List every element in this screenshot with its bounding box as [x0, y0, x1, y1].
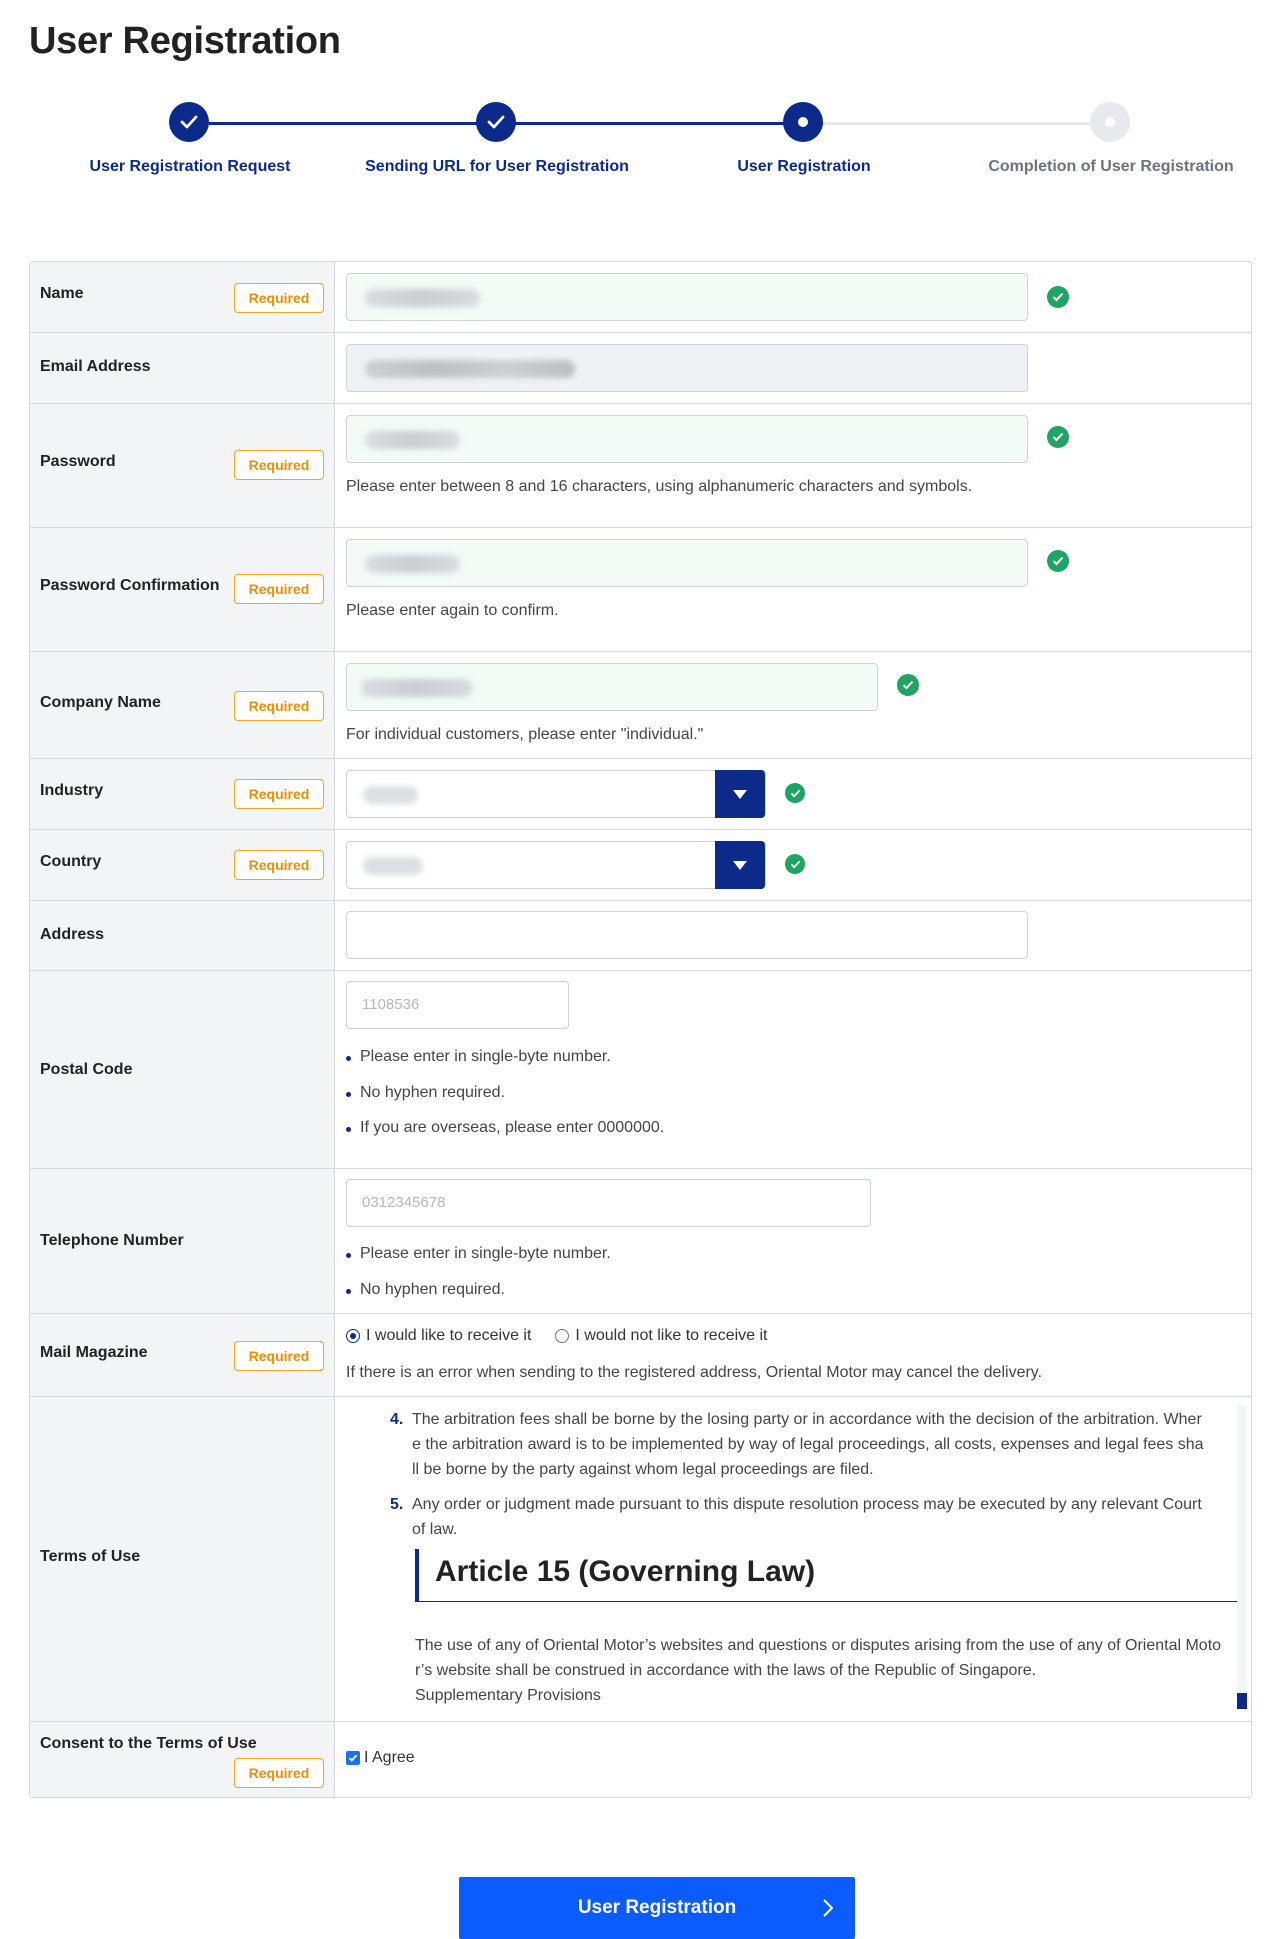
field-label: Email Address	[40, 358, 151, 375]
terms-line: e the arbitration award is to be implemented by way of legal proceedings, all costs, expenses and legal fees sha	[412, 1436, 1204, 1453]
submit-label: User Registration	[577, 1897, 737, 1918]
postal-note: Please enter in single-byte number.	[346, 1048, 611, 1066]
step-connector	[209, 122, 516, 125]
terms-line: of law.	[412, 1521, 458, 1538]
terms-line: The arbitration fees shall be borne by the losing party or in accordance with the decision of the arbitration. Wher	[412, 1411, 1202, 1428]
consent-label: I Agree	[364, 1749, 415, 1766]
field-label: Password Confirmation	[40, 577, 220, 594]
terms-line: Any order or judgment made pursuant to this dispute resolution process may be executed by any relevant Court	[412, 1496, 1202, 1513]
checkbox-checked-icon[interactable]	[346, 1751, 360, 1765]
terms-scrollbar[interactable]	[1237, 1405, 1247, 1705]
step-connector	[516, 122, 823, 125]
consent-checkbox[interactable]	[346, 1749, 415, 1767]
row-mail-magazine	[30, 1314, 1251, 1397]
field-label: Name	[40, 285, 84, 302]
row-address	[30, 901, 1251, 971]
password-confirm-hint: Please enter again to confirm.	[346, 602, 559, 619]
password-confirm-input[interactable]	[346, 539, 1028, 587]
mail-magazine-options	[346, 1327, 768, 1345]
email-input	[346, 344, 1028, 392]
required-badge: Required	[234, 283, 324, 313]
field-label: Telephone Number	[40, 1232, 184, 1249]
required-badge: Required	[234, 1341, 324, 1371]
address-input[interactable]	[346, 911, 1028, 959]
row-telephone	[30, 1169, 1251, 1314]
row-email	[30, 333, 1251, 404]
step-2-check-icon	[476, 102, 516, 142]
row-postal-code	[30, 971, 1251, 1169]
password-input[interactable]	[346, 415, 1028, 463]
valid-check-icon	[897, 674, 919, 696]
industry-select[interactable]	[346, 770, 766, 818]
name-input[interactable]	[346, 273, 1028, 321]
valid-check-icon	[785, 783, 805, 803]
step-connector	[823, 122, 1130, 125]
chevron-down-icon[interactable]	[715, 841, 765, 889]
terms-body	[415, 1633, 1245, 1708]
required-badge: Required	[234, 850, 324, 880]
terms-item-number: 4.	[390, 1411, 404, 1428]
step-3-current-icon	[783, 102, 823, 142]
field-label: Address	[40, 926, 105, 943]
required-badge: Required	[234, 779, 324, 809]
field-label: Terms of Use	[40, 1548, 141, 1565]
company-input[interactable]	[346, 663, 878, 711]
radio-receive[interactable]	[346, 1327, 531, 1345]
field-label: Country	[40, 853, 102, 870]
required-badge: Required	[234, 691, 324, 721]
country-select[interactable]	[346, 841, 766, 889]
valid-check-icon	[1047, 426, 1069, 448]
terms-item	[390, 1492, 1247, 1542]
terms-line: Supplementary Provisions	[415, 1687, 601, 1704]
row-name	[30, 262, 1251, 333]
row-country	[30, 830, 1251, 901]
valid-check-icon	[1047, 550, 1069, 572]
radio-label: I would like to receive it	[366, 1327, 532, 1344]
password-hint: Please enter between 8 and 16 characters, using alphanumeric characters and symbols.	[346, 478, 973, 495]
field-label: Company Name	[40, 694, 161, 711]
field-label: Consent to the Terms of Use	[40, 1735, 257, 1752]
mail-magazine-hint: If there is an error when sending to the registered address, Oriental Motor may cancel the delivery.	[346, 1364, 1043, 1381]
terms-item-number: 5.	[390, 1496, 404, 1513]
step-4-pending-icon	[1090, 102, 1130, 142]
phone-note: No hyphen required.	[346, 1281, 505, 1299]
postal-code-input[interactable]	[346, 981, 569, 1029]
company-hint: For individual customers, please enter "individual."	[346, 726, 704, 743]
step-label: User Registration Request	[89, 158, 291, 175]
field-label: Mail Magazine	[40, 1344, 148, 1361]
postal-placeholder: 1108536	[362, 996, 420, 1013]
registration-form	[29, 261, 1252, 1798]
row-password-confirmation	[30, 528, 1251, 652]
radio-label: I would not like to receive it	[575, 1327, 768, 1344]
terms-line: ll be borne by the party against whom legal proceedings are filed.	[412, 1461, 874, 1478]
row-industry	[30, 759, 1251, 830]
step-label: User Registration	[737, 158, 871, 175]
field-label: Postal Code	[40, 1061, 133, 1078]
page-title: User Registration	[29, 20, 341, 62]
field-label: Password	[40, 453, 116, 470]
required-badge: Required	[234, 1758, 324, 1788]
required-badge: Required	[234, 574, 324, 604]
radio-unselected-icon[interactable]	[555, 1329, 569, 1343]
required-badge: Required	[234, 450, 324, 480]
chevron-right-icon	[823, 1899, 833, 1917]
valid-check-icon	[785, 854, 805, 874]
terms-line: r’s website shall be construed in accordance with the laws of the Republic of Singapore.	[415, 1662, 1037, 1679]
phone-note: Please enter in single-byte number.	[346, 1245, 611, 1263]
row-terms-of-use	[30, 1397, 1251, 1722]
terms-scroll-thumb[interactable]	[1237, 1693, 1247, 1709]
postal-note: If you are overseas, please enter 0000000.	[346, 1119, 664, 1137]
row-consent	[30, 1722, 1251, 1797]
phone-placeholder: 0312345678	[362, 1194, 446, 1211]
postal-note: No hyphen required.	[346, 1084, 505, 1102]
article-title: Article 15 (Governing Law)	[435, 1555, 816, 1588]
row-company	[30, 652, 1251, 759]
telephone-input[interactable]	[346, 1179, 871, 1227]
terms-line: The use of any of Oriental Motor’s websites and questions or disputes arising from the use of any of Oriental Moto	[415, 1637, 1222, 1654]
step-label: Completion of User Registration	[988, 158, 1234, 175]
row-password	[30, 404, 1251, 528]
chevron-down-icon[interactable]	[715, 770, 765, 818]
step-label: Sending URL for User Registration	[365, 158, 629, 175]
terms-item	[390, 1407, 1247, 1482]
user-registration-button[interactable]	[459, 1877, 855, 1939]
field-label: Industry	[40, 782, 104, 799]
valid-check-icon	[1047, 286, 1069, 308]
radio-not-receive[interactable]	[555, 1327, 767, 1345]
terms-scroll-box[interactable]	[346, 1397, 1259, 1722]
radio-selected-icon[interactable]	[346, 1329, 360, 1343]
article-heading	[415, 1549, 1239, 1602]
step-1-check-icon	[169, 102, 209, 142]
